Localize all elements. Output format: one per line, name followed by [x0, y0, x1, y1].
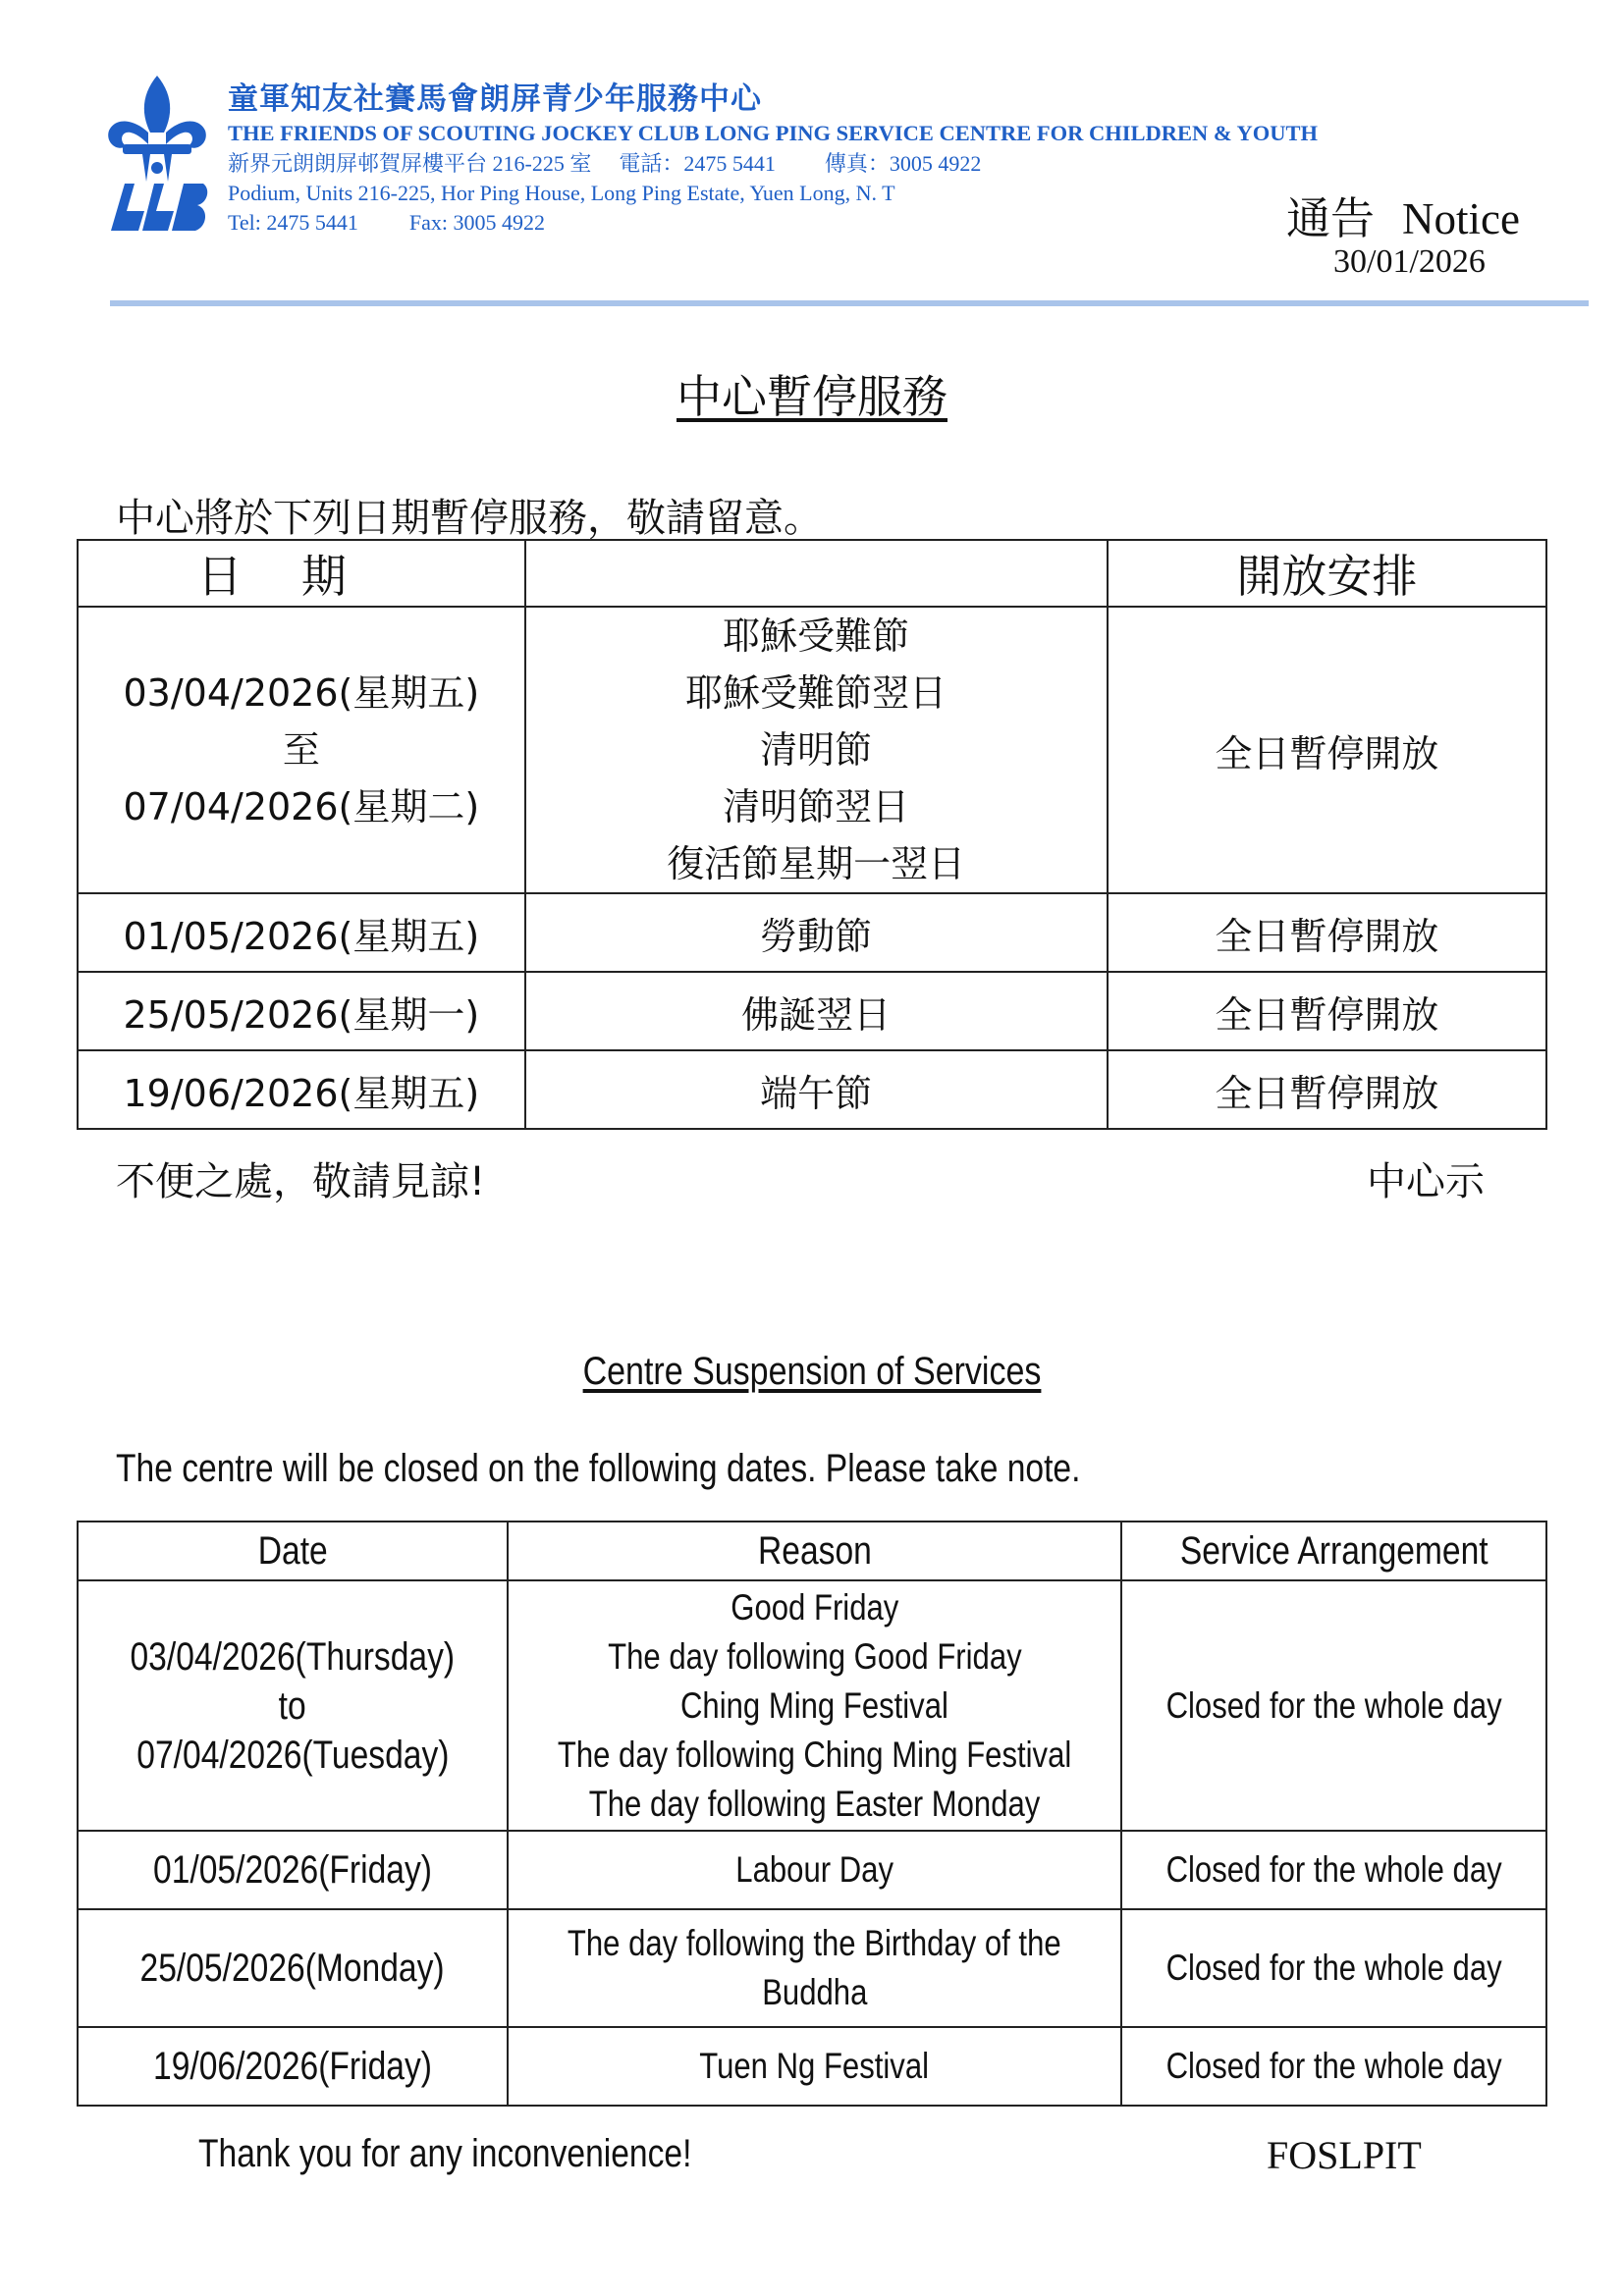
zh-row-date: 03/04/2026(星期五) 至 07/04/2026(星期二)	[78, 607, 525, 893]
zh-row-reason: 端午節	[525, 1050, 1108, 1129]
en-header-date: Date	[78, 1522, 508, 1580]
en-table-header	[78, 1522, 1546, 1580]
zh-signoff: 中心示	[1367, 1159, 1485, 1204]
en-header-arrangement: Service Arrangement	[1121, 1522, 1546, 1580]
zh-header-reason	[525, 540, 1108, 607]
en-intro: The centre will be closed on the following dates. Please take note.	[116, 1447, 1081, 1490]
en-signoff: FOSLPIT	[1267, 2133, 1422, 2177]
table-row	[78, 1580, 1546, 1831]
contact-zh	[228, 149, 1318, 179]
en-row-reason: The day following the Birthday of the Buddha	[508, 1909, 1121, 2027]
tel-en: Tel: 2475 5441	[228, 210, 358, 235]
header-divider	[110, 300, 1589, 306]
address-zh: 新界元朗朗屏邨賀屏樓平台 216-225 室	[228, 151, 592, 176]
notice-label-zh: 通告	[1286, 194, 1376, 243]
zh-row-date: 25/05/2026(星期一)	[78, 972, 525, 1050]
zh-row-date: 01/05/2026(星期五)	[78, 893, 525, 972]
en-closure-table	[77, 1521, 1547, 2107]
en-row-reason: Good Friday The day following Good Friday Ching Ming Festival The day following Ching Ming Festival The day following Easter Monday	[508, 1580, 1121, 1831]
notice-label	[1286, 183, 1520, 246]
zh-row-arrangement: 全日暫停開放	[1108, 972, 1546, 1050]
zh-row-arrangement: 全日暫停開放	[1108, 893, 1546, 972]
table-row	[78, 972, 1546, 1050]
zh-closure-table	[77, 539, 1547, 1130]
zh-intro: 中心將於下列日期暫停服務，敬請留意。	[116, 496, 823, 541]
en-row-arrangement: Closed for the whole day	[1121, 2027, 1546, 2106]
org-name-en: THE FRIENDS OF SCOUTING JOCKEY CLUB LONG PING SERVICE CENTRE FOR CHILDREN & YOUTH	[228, 121, 1318, 145]
zh-table-header	[78, 540, 1546, 607]
zh-row-arrangement: 全日暫停開放	[1108, 607, 1546, 893]
en-row-date: 19/06/2026(Friday)	[78, 2027, 508, 2106]
en-row-date: 03/04/2026(Thursday) to 07/04/2026(Tuesday)	[78, 1580, 508, 1831]
org-name-zh: 童軍知友社賽馬會朗屏青少年服務中心	[228, 81, 762, 116]
notice-label-en: Notice	[1402, 194, 1520, 243]
table-row	[78, 1831, 1546, 1909]
en-row-arrangement: Closed for the whole day	[1121, 1831, 1546, 1909]
en-row-reason: Tuen Ng Festival	[508, 2027, 1121, 2106]
en-row-date: 25/05/2026(Monday)	[78, 1909, 508, 2027]
zh-row-arrangement: 全日暫停開放	[1108, 1050, 1546, 1129]
contact-en	[228, 208, 1318, 238]
en-row-reason: Labour Day	[508, 1831, 1121, 1909]
notice-date: 30/01/2026	[1333, 243, 1486, 280]
en-row-arrangement: Closed for the whole day	[1121, 1580, 1546, 1831]
zh-row-reason: 佛誕翌日	[525, 972, 1108, 1050]
zh-title: 中心暫停服務	[677, 370, 947, 423]
fax-en: Fax: 3005 4922	[408, 210, 546, 235]
address-en: Podium, Units 216-225, Hor Ping House, Long Ping Estate, Yuen Long, N. T	[228, 181, 895, 205]
zh-apology: 不便之處，敬請見諒!	[116, 1159, 486, 1204]
tel-zh: 電話：2475 5441	[619, 151, 776, 176]
zh-row-reason: 耶穌受難節 耶穌受難節翌日 清明節 清明節翌日 復活節星期一翌日	[525, 607, 1108, 893]
zh-row-date: 19/06/2026(星期五)	[78, 1050, 525, 1129]
en-header-reason: Reason	[508, 1522, 1121, 1580]
table-row	[78, 893, 1546, 972]
en-row-arrangement: Closed for the whole day	[1121, 1909, 1546, 2027]
zh-header-date: 日期	[78, 540, 525, 607]
scout-fleur-de-lis-logo	[103, 74, 211, 236]
zh-row-reason: 勞動節	[525, 893, 1108, 972]
en-apology: Thank you for any inconvenience!	[198, 2132, 692, 2175]
table-row	[78, 2027, 1546, 2106]
organization-header	[228, 80, 1318, 238]
zh-header-arrangement: 開放安排	[1108, 540, 1546, 607]
table-row	[78, 1050, 1546, 1129]
table-row	[78, 607, 1546, 893]
table-row	[78, 1909, 1546, 2027]
en-title: Centre Suspension of Services	[582, 1350, 1042, 1393]
en-row-date: 01/05/2026(Friday)	[78, 1831, 508, 1909]
fax-zh: 傳真：3005 4922	[824, 151, 982, 176]
